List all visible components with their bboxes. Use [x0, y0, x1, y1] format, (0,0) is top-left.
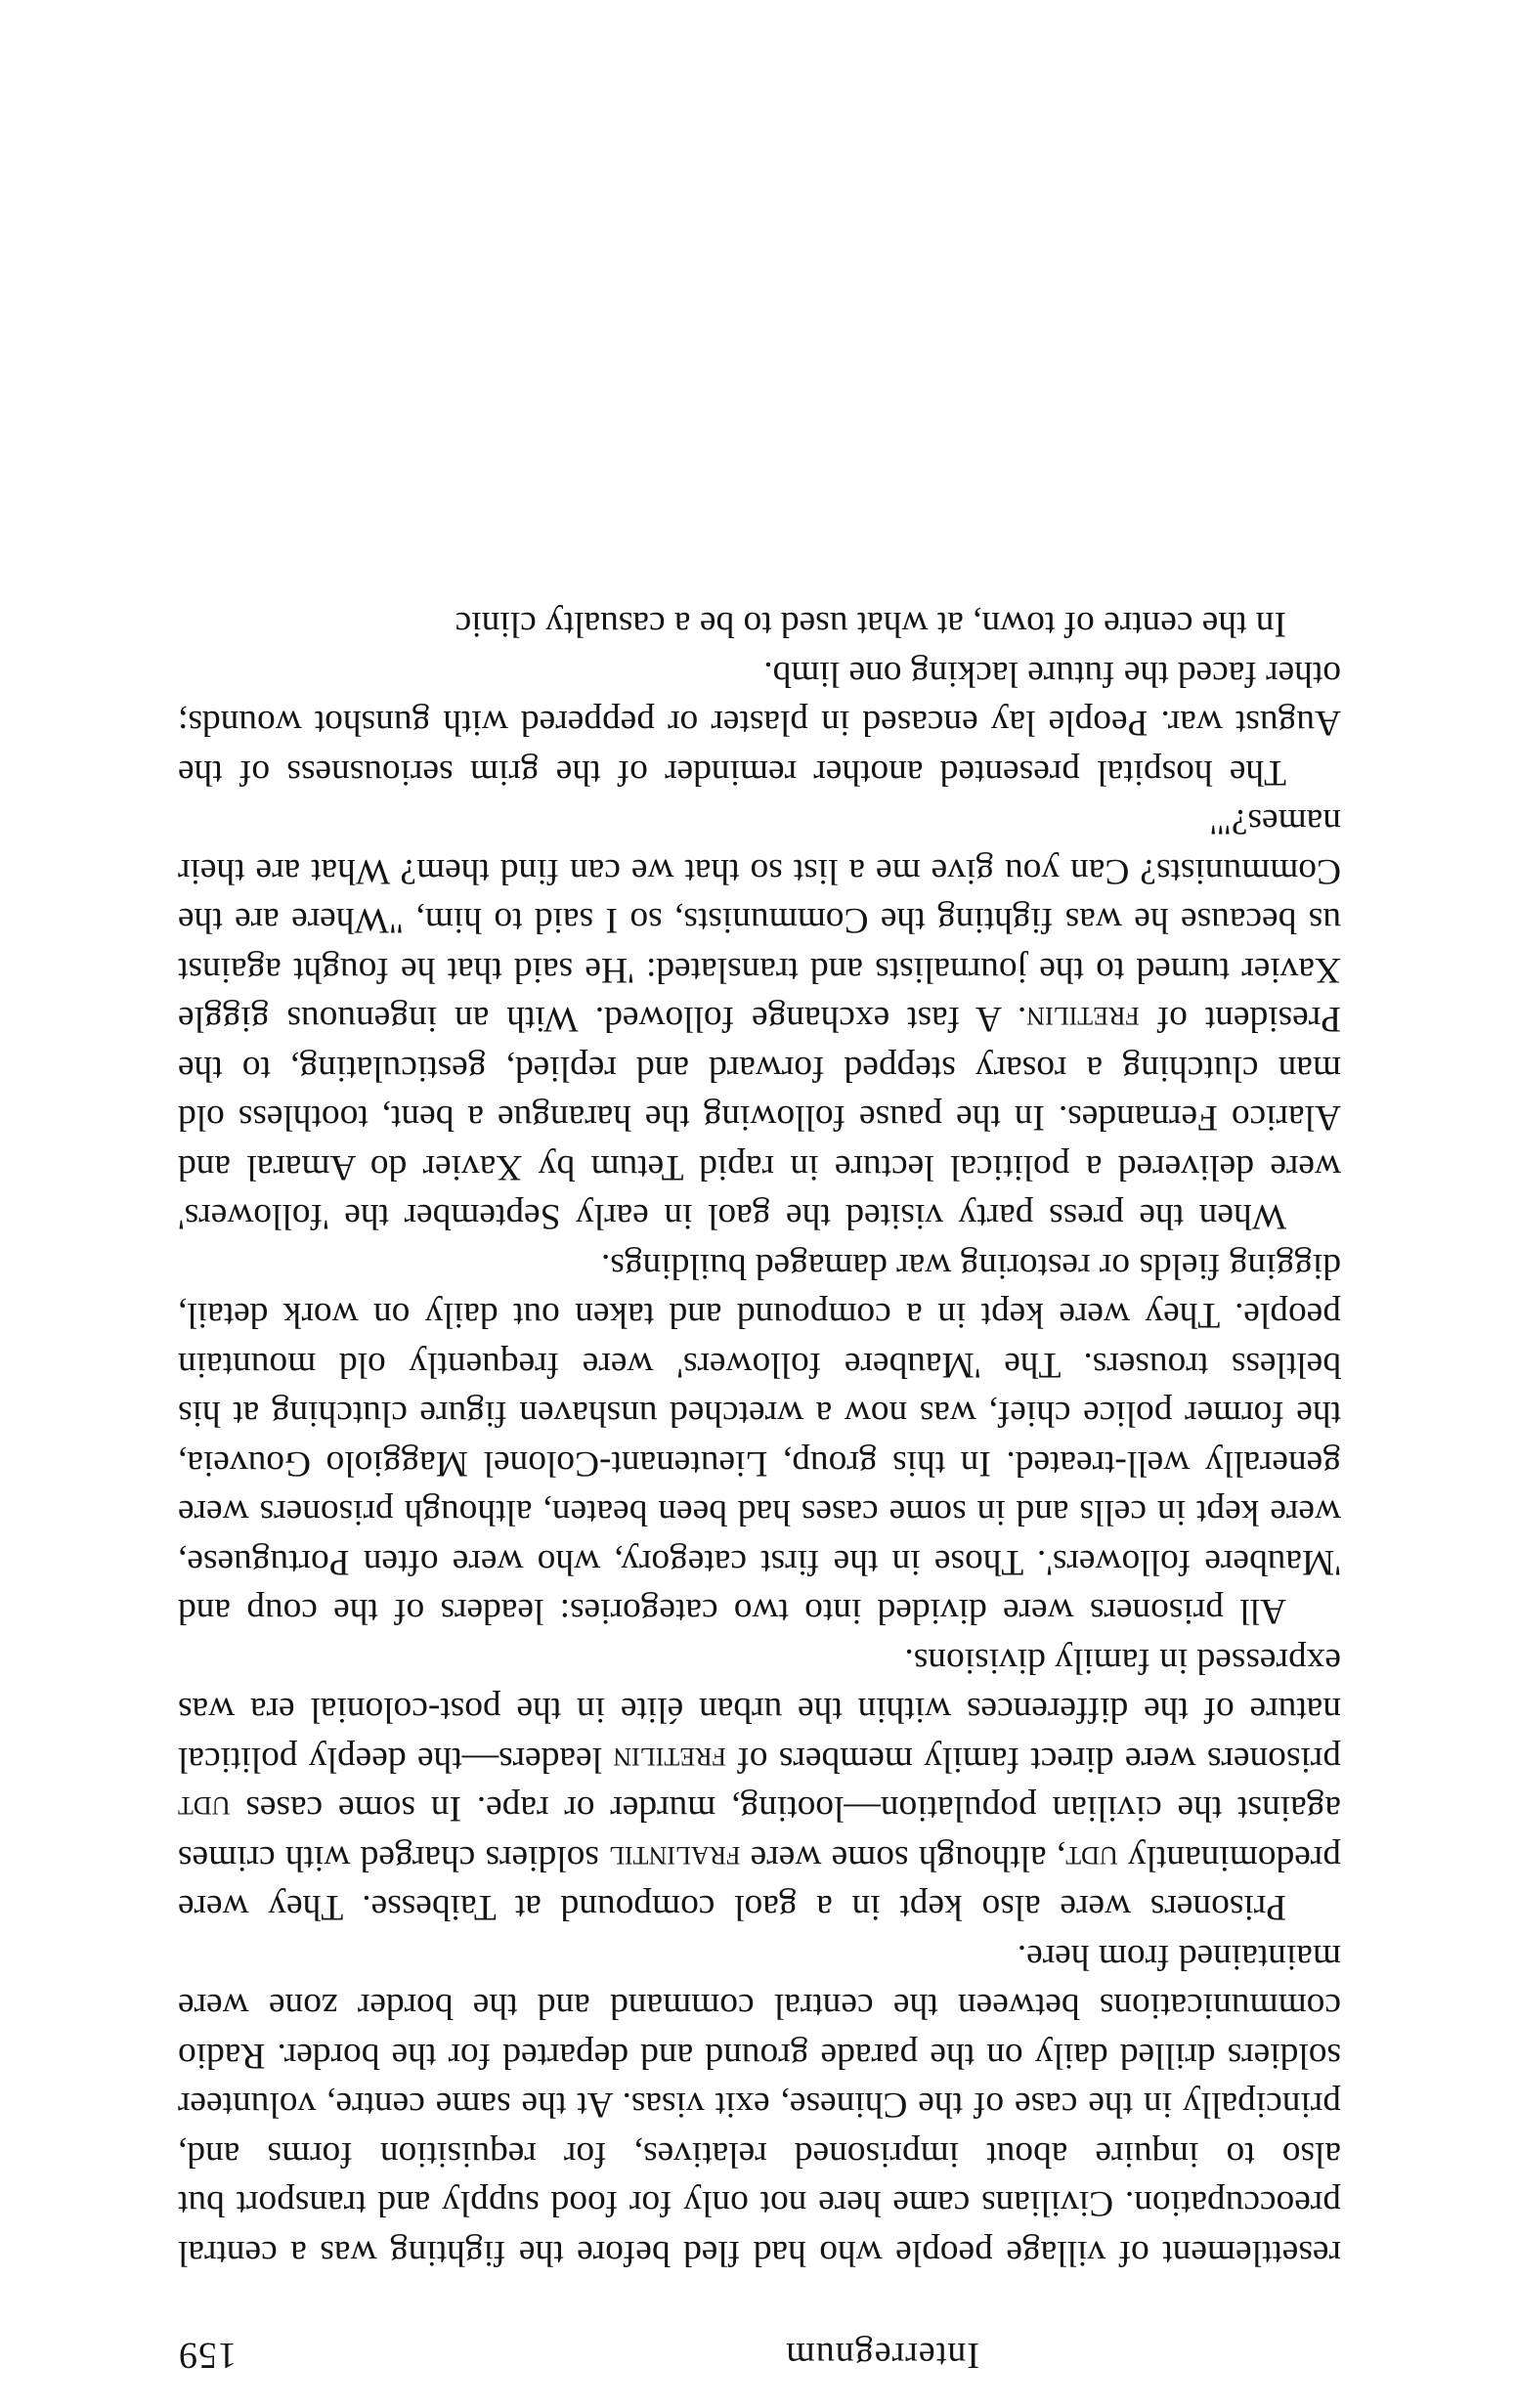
paragraph-3: [178, 1241, 1341, 1636]
paragraph-text: leaders—the deeply political nature of the differences within the urban élite in the post-colonial era was expressed in family divisions.: [178, 1641, 1341, 1780]
page-header: [178, 2328, 979, 2377]
paragraph-text: Prisoners were also kept in a gaol compound at Taibesse. They were predominantly: [178, 1838, 1341, 1928]
paragraph-text: In the centre of town, at what used to be a casualty clinic: [455, 604, 1286, 645]
acronym-fretilin: fretilin: [1026, 999, 1140, 1040]
page-number: 159: [178, 2335, 237, 2376]
paragraph-text: prisoners were direct family members of: [725, 1740, 1341, 1780]
paragraph-text: When the press party visited the gaol in early September the 'followers' were delivered a political lecture in rapid Tetum by Xavier do Amaral and Alarico Fernandes. In the pause following the harangue a bent, toothless old man clutching a rosary stepped forward and replied, gesticulating, to the President of: [178, 999, 1341, 1237]
running-title: Interregnum: [785, 2335, 979, 2376]
paragraph-1: [178, 1932, 1341, 2278]
paragraph-text: resettlement of village people who had fled before the fighting was a central preoccupation. Civilians came here not only for food supply and transport but also to inquire about imprisoned relatives, for requisition forms and, principally in the case of the Chinese, exit visas. At the same centre, volunteer soldiers drilled daily on the parade ground and departed for the border. Radio communications between the central command and the border zone were maintained from here.: [178, 1937, 1341, 2273]
acronym-fretilin: fretilin: [613, 1740, 726, 1780]
paragraph-2: [178, 1636, 1341, 1932]
acronym-udt: udt: [1065, 1838, 1118, 1878]
acronym-fralintil: fralintil: [609, 1838, 741, 1878]
paragraph-6: [178, 599, 1341, 649]
body-text: [178, 599, 1341, 2277]
paragraph-text: The hospital presented another reminder of the grim seriousness of the August war. People lay encased in plaster or peppered with gunshot wounds; other faced the future lacking one limb.: [178, 654, 1341, 793]
paragraph-text: , although some were: [740, 1838, 1066, 1878]
acronym-udt: udt: [178, 1788, 231, 1829]
paragraph-text: . A fast exchange followed. With an ingenuous giggle Xavier turned to the journalists and translated: 'He said that he fought against us because he was fighting the Communists, so I said to him, "Where are the Communists? Can you give me a list so that we can find them? What are their names?"': [178, 801, 1341, 1040]
paragraph-5: [178, 649, 1341, 797]
paragraph-text: All prisoners were divided into two categories: leaders of the coup and 'Maubere followers'. Those in the first category, who were often Portuguese, were kept in cells and in some cases had been beaten, although prisoners were generally well-treated. In this group, Lieutenant-Colonel Maggiolo Gouveia, the former police chief, was now a wretched unshaven figure clutching at his beltless trousers. The 'Maubere followers' were frequently old mountain people. They were kept in a compound and taken out daily on work detail, digging fields or restoring war damaged buildings.: [178, 1246, 1341, 1632]
paragraph-text: soldiers charged with crimes against the civilian population—looting, murder or rape. In some cases: [178, 1788, 1341, 1878]
paragraph-4: [178, 796, 1341, 1241]
